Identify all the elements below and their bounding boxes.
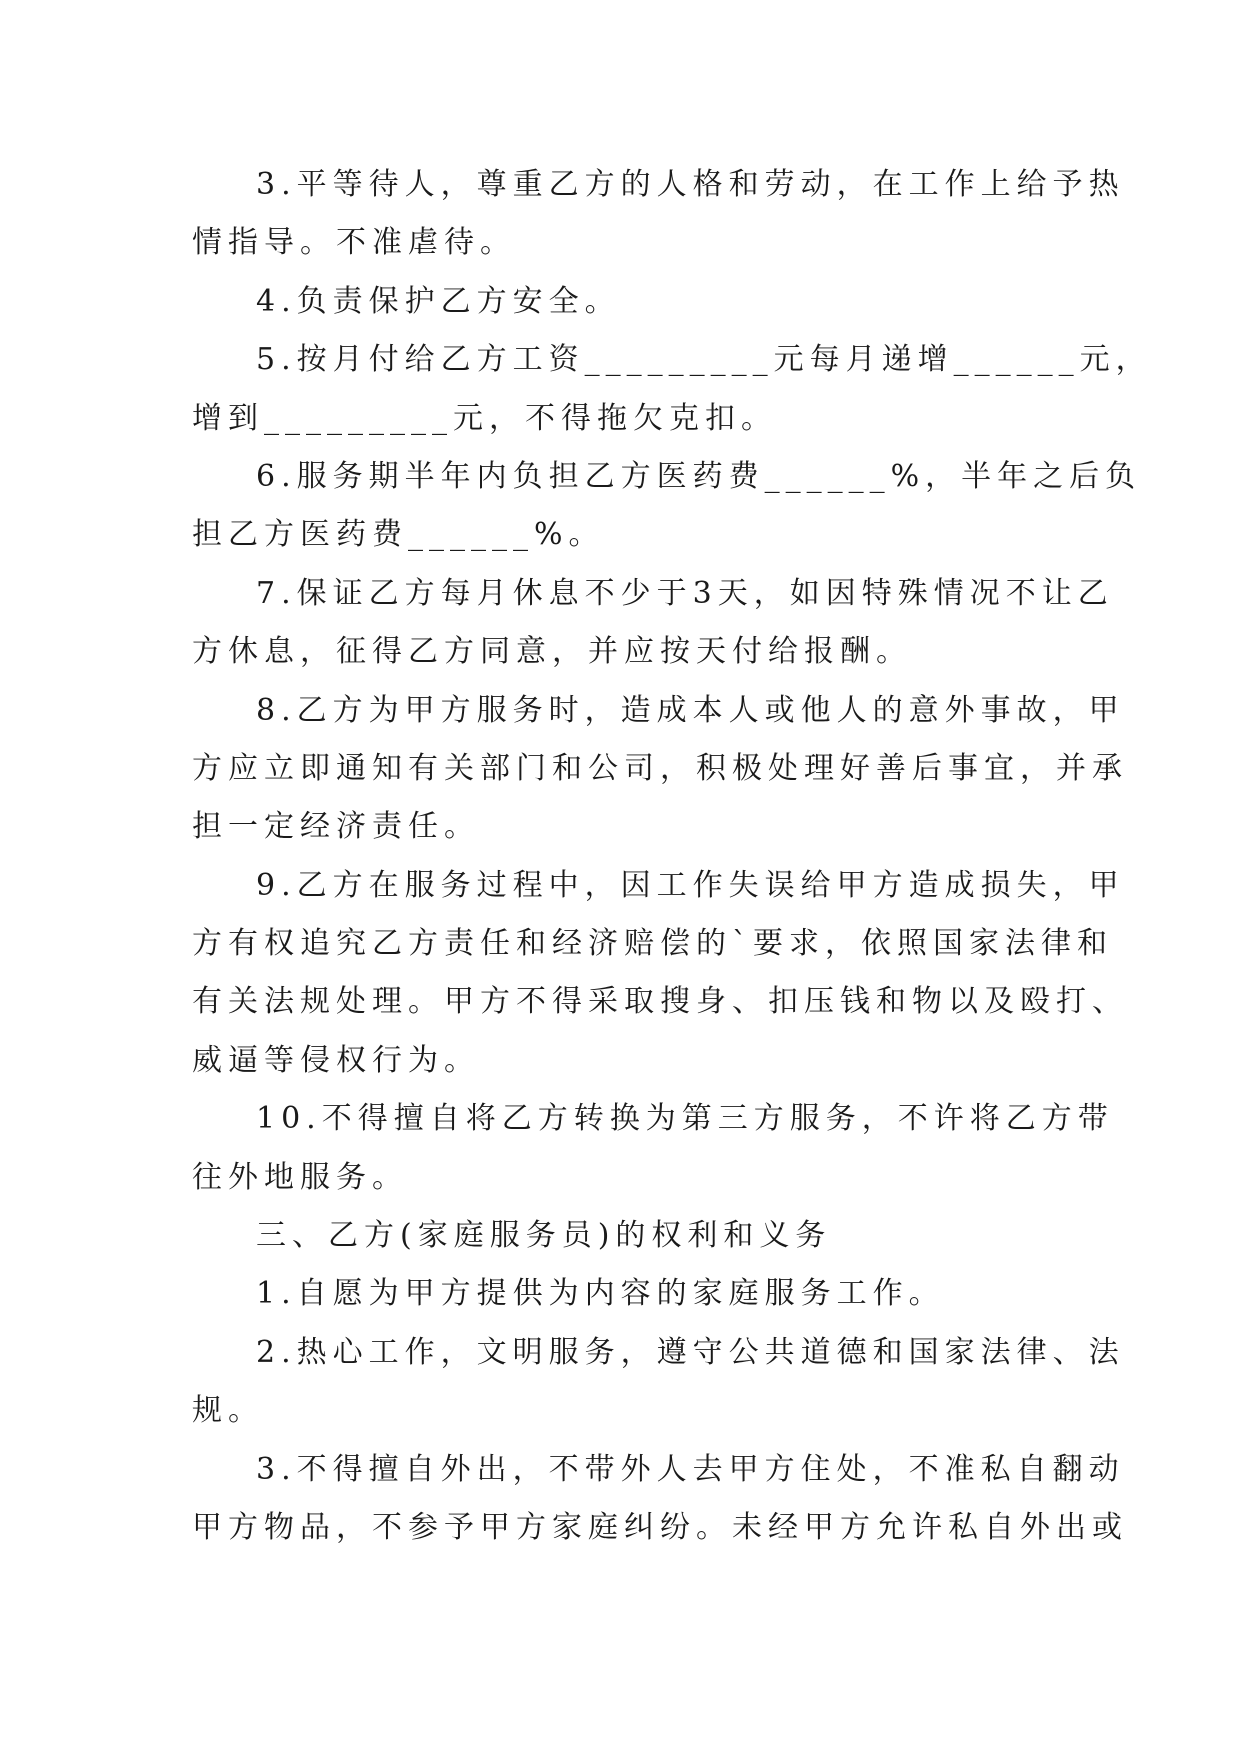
text-line: 5.按月付给乙方工资_________元每月递增______元， <box>256 342 1152 378</box>
text-line: 方应立即通知有关部门和公司，积极处理好善后事宜，并承 <box>192 750 1128 786</box>
text-line: 3.平等待人，尊重乙方的人格和劳动，在工作上给予热 <box>256 167 1125 202</box>
text-line: 往外地服务。 <box>192 1159 408 1195</box>
text-line: 方休息，征得乙方同意，并应按天付给报酬。 <box>192 634 912 670</box>
text-line: 担一定经济责任。 <box>192 809 480 845</box>
text-line: 4.负责保护乙方安全。 <box>256 283 621 319</box>
text-line: 规。 <box>192 1393 264 1429</box>
text-line: 甲方物品，不参予甲方家庭纠纷。未经甲方允许私自外出或 <box>192 1509 1128 1545</box>
text-line: 增到_________元，不得拖欠克扣。 <box>192 400 777 436</box>
text-line: 有关法规处理。甲方不得采取搜身、扣压钱和物以及殴打、 <box>192 984 1128 1020</box>
text-line: 情指导。不准虐待。 <box>192 225 516 261</box>
text-line: 7.保证乙方每月休息不少于3天，如因特殊情况不让乙 <box>256 575 1114 611</box>
text-line: 威逼等侵权行为。 <box>192 1042 480 1078</box>
text-line: 担乙方医药费______%。 <box>192 517 605 553</box>
text-line: 3.不得擅自外出，不带外人去甲方住处，不准私自翻动 <box>256 1451 1125 1487</box>
text-line: 10.不得擅自将乙方转换为第三方服务，不许将乙方带 <box>256 1101 1114 1137</box>
text-line: 2.热心工作，文明服务，遵守公共道德和国家法律、法 <box>256 1334 1125 1370</box>
document-body <box>192 156 1152 1557</box>
section-heading: 三、乙方(家庭服务员)的权利和义务 <box>256 1218 832 1254</box>
text-line: 方有权追究乙方责任和经济赔偿的`要求，依照国家法律和 <box>192 926 1113 962</box>
text-line: 9.乙方在服务过程中，因工作失误给甲方造成损失，甲 <box>256 867 1125 903</box>
text-line: 8.乙方为甲方服务时，造成本人或他人的意外事故，甲 <box>256 692 1125 728</box>
text-line: 1.自愿为甲方提供为内容的家庭服务工作。 <box>256 1276 945 1312</box>
text-line: 6.服务期半年内负担乙方医药费______%，半年之后负 <box>256 458 1142 494</box>
